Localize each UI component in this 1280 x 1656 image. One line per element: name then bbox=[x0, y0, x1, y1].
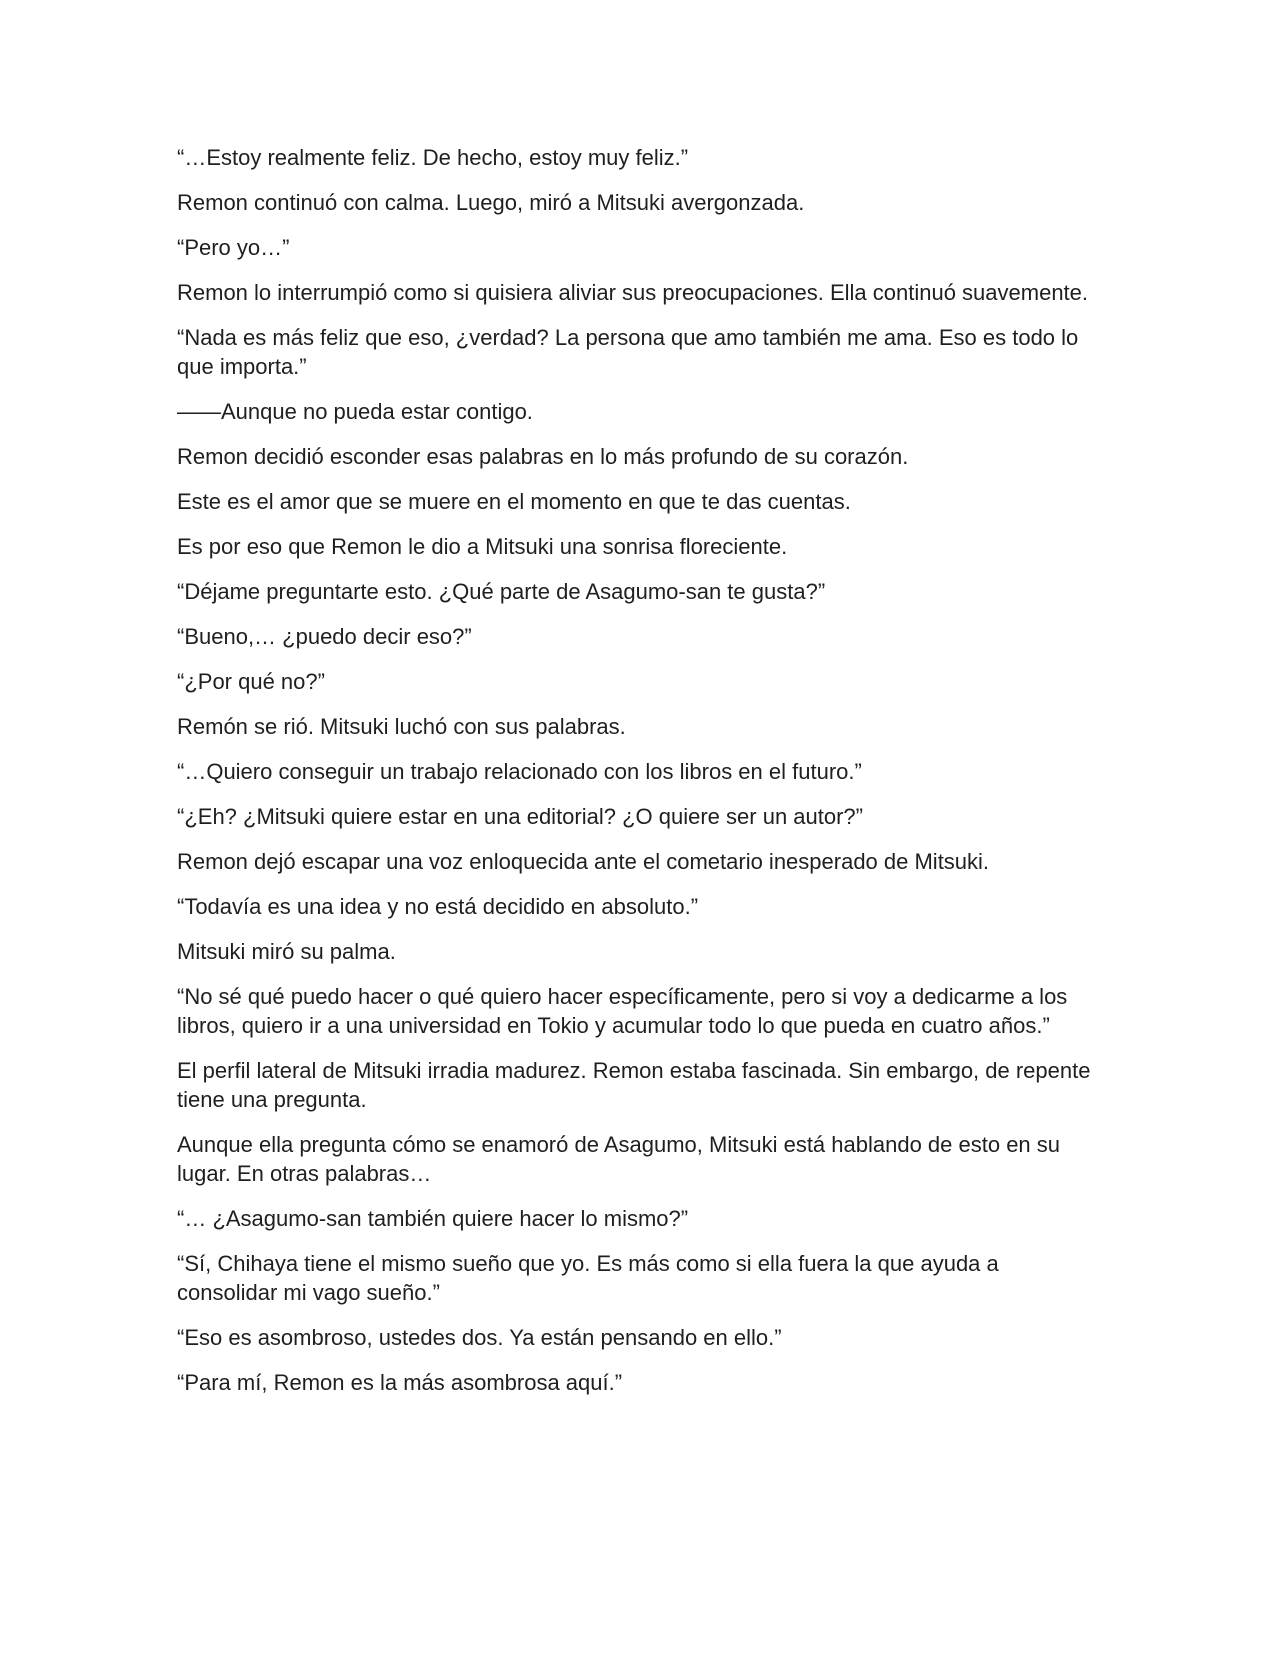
paragraph: Remon continuó con calma. Luego, miró a Mitsuki avergonzada. bbox=[177, 190, 805, 215]
paragraph: ——Aunque no pueda estar contigo. bbox=[177, 399, 533, 424]
paragraph: “Pero yo…” bbox=[177, 235, 290, 260]
paragraph: Aunque ella pregunta cómo se enamoró de Asagumo, Mitsuki está hablando de esto en su lugar. En otras palabras… bbox=[177, 1132, 1061, 1186]
paragraph: “Nada es más feliz que eso, ¿verdad? La persona que amo también me ama. Eso es todo lo que importa.” bbox=[177, 325, 1079, 379]
paragraph: Remon dejó escapar una voz enloquecida ante el cometario inesperado de Mitsuki. bbox=[177, 849, 990, 874]
paragraph: “Eso es asombroso, ustedes dos. Ya están pensando en ello.” bbox=[177, 1325, 782, 1350]
paragraph: El perfil lateral de Mitsuki irradia madurez. Remon estaba fascinada. Sin embargo, de repente tiene una pregunta. bbox=[177, 1058, 1091, 1112]
paragraph: “Bueno,… ¿puedo decir eso?” bbox=[177, 624, 472, 649]
document-body bbox=[177, 143, 1097, 1413]
paragraph: “¿Por qué no?” bbox=[177, 669, 325, 694]
paragraph: Es por eso que Remon le dio a Mitsuki una sonrisa floreciente. bbox=[177, 534, 788, 559]
paragraph: “No sé qué puedo hacer o qué quiero hacer específicamente, pero si voy a dedicarme a los libros, quiero ir a una universidad en Tokio y acumular todo lo que pueda en cuatro años.” bbox=[177, 984, 1068, 1038]
paragraph: “Déjame preguntarte esto. ¿Qué parte de Asagumo-san te gusta?” bbox=[177, 579, 826, 604]
paragraph: “Todavía es una idea y no está decidido en absoluto.” bbox=[177, 894, 699, 919]
paragraph: “Sí, Chihaya tiene el mismo sueño que yo. Es más como si ella fuera la que ayuda a consolidar mi vago sueño.” bbox=[177, 1251, 999, 1305]
paragraph: “…Estoy realmente feliz. De hecho, estoy muy feliz.” bbox=[177, 145, 689, 170]
paragraph: “…Quiero conseguir un trabajo relacionado con los libros en el futuro.” bbox=[177, 759, 862, 784]
paragraph: “… ¿Asagumo-san también quiere hacer lo mismo?” bbox=[177, 1206, 689, 1231]
paragraph: “¿Eh? ¿Mitsuki quiere estar en una editorial? ¿O quiere ser un autor?” bbox=[177, 804, 863, 829]
paragraph: Remón se rió. Mitsuki luchó con sus palabras. bbox=[177, 714, 626, 739]
paragraph: Remon lo interrumpió como si quisiera aliviar sus preocupaciones. Ella continuó suavemente. bbox=[177, 280, 1089, 305]
paragraph: “Para mí, Remon es la más asombrosa aquí.” bbox=[177, 1370, 623, 1395]
paragraph: Mitsuki miró su palma. bbox=[177, 939, 396, 964]
paragraph: Este es el amor que se muere en el momento en que te das cuentas. bbox=[177, 489, 851, 514]
paragraph: Remon decidió esconder esas palabras en lo más profundo de su corazón. bbox=[177, 444, 909, 469]
